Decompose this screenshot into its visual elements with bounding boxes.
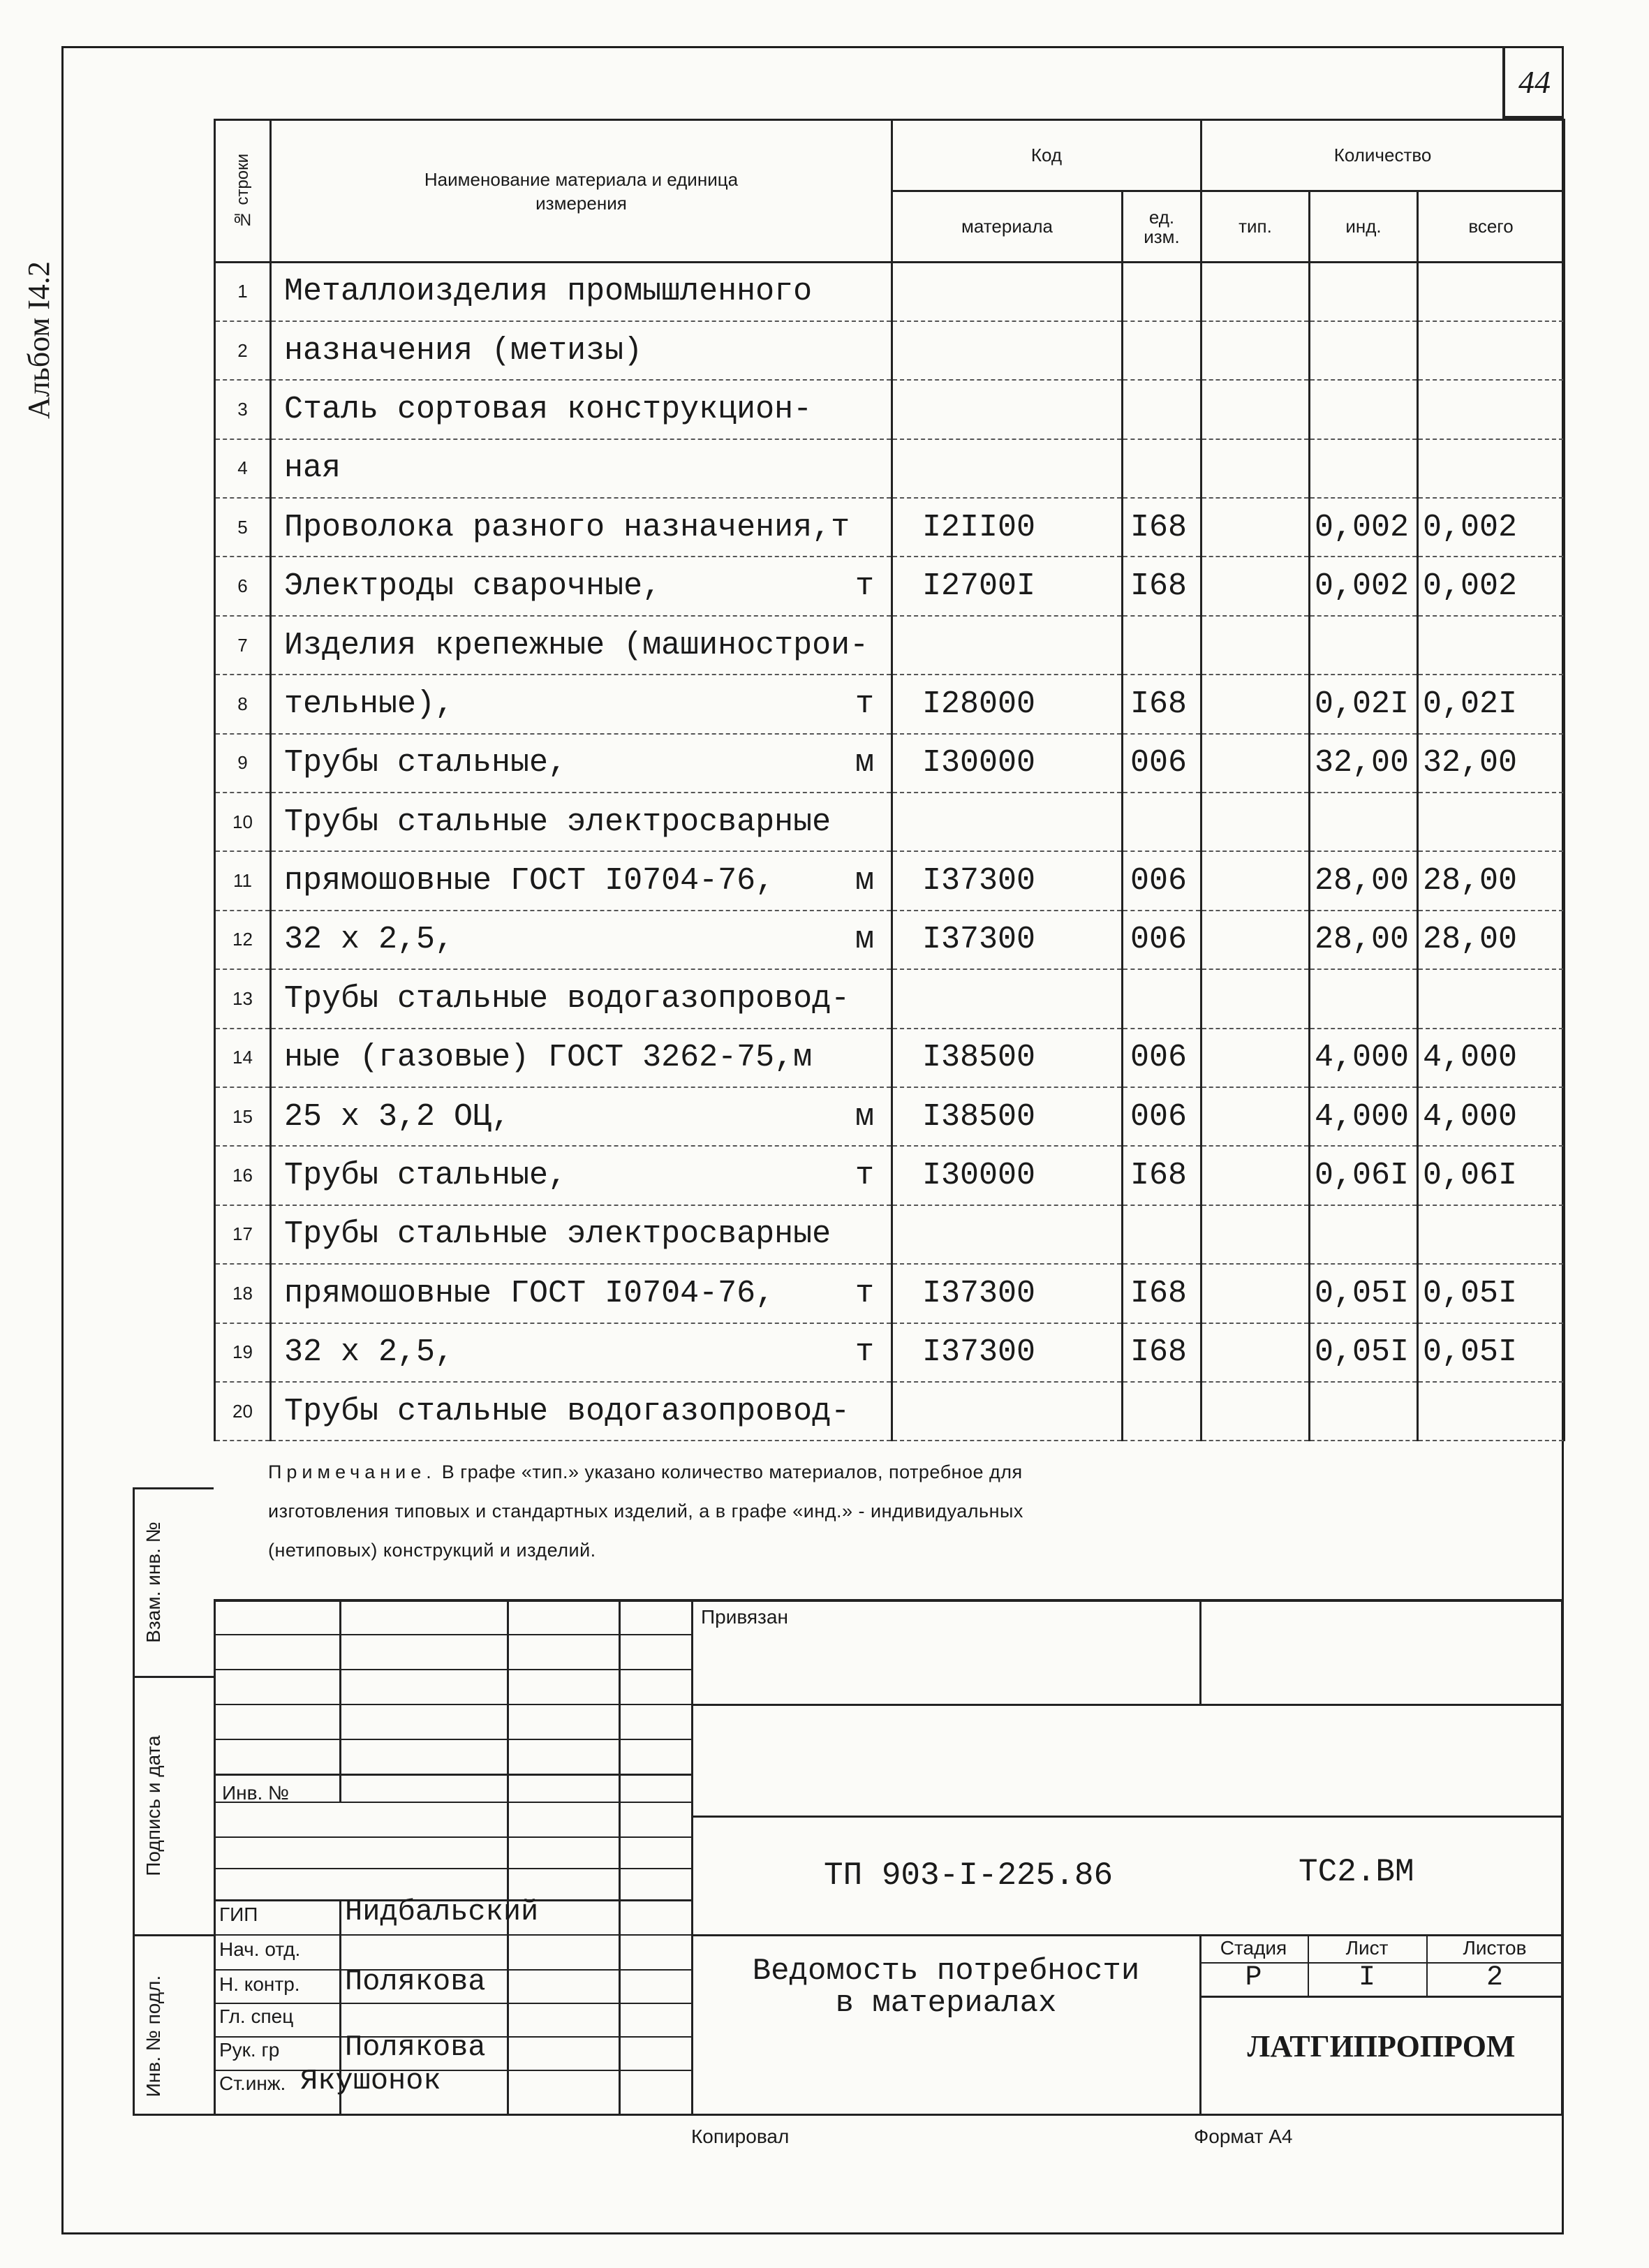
material-code: I37300 <box>892 1323 1123 1382</box>
qty-type <box>1201 557 1310 615</box>
material-name <box>271 851 892 910</box>
stamp-hline-12 <box>214 2003 691 2004</box>
note-line3: (нетиповых) конструкций и изделий. <box>268 1540 596 1561</box>
qty-total: 0,002 <box>1418 557 1565 615</box>
side-label-inv: Инв. № подл. <box>142 1975 164 2098</box>
table-row <box>215 734 1565 793</box>
qty-ind <box>1310 439 1418 498</box>
qty-total: 4,000 <box>1418 1087 1565 1146</box>
unit-code <box>1123 380 1201 439</box>
unit-code: 006 <box>1123 851 1201 910</box>
qty-ind <box>1310 1382 1418 1441</box>
stamp-vline-3 <box>619 1599 621 2116</box>
material-name-text: прямошовные ГОСТ I0704-76, <box>284 863 775 899</box>
material-unit-mark: т <box>855 568 874 605</box>
qty-total: 0,05I <box>1418 1264 1565 1323</box>
stamp-role: Н. контр. <box>219 1973 300 1995</box>
qty-ind: 4,000 <box>1310 1087 1418 1146</box>
material-name <box>271 498 892 557</box>
qty-total <box>1418 1382 1565 1441</box>
qty-ind: 4,000 <box>1310 1029 1418 1087</box>
stamp-vline-1 <box>339 1599 341 1802</box>
row-number: 14 <box>215 1029 271 1087</box>
footer-format: Формат А4 <box>1194 2126 1293 2147</box>
stamp-right-h5 <box>1199 1996 1563 1998</box>
qty-type <box>1201 616 1310 675</box>
header-code-group: Код <box>892 120 1201 191</box>
material-name-text: Металлоизделия промышленного <box>284 274 813 310</box>
material-code <box>892 969 1123 1028</box>
material-name-text: Трубы стальные электросварные <box>284 1216 831 1253</box>
qty-type <box>1201 734 1310 793</box>
qty-type <box>1201 675 1310 733</box>
material-code: I37300 <box>892 911 1123 969</box>
material-code <box>892 616 1123 675</box>
unit-code <box>1123 793 1201 851</box>
unit-code <box>1123 1205 1201 1264</box>
side-label-replace: Взам. инв. № <box>142 1522 164 1643</box>
qty-total: 28,00 <box>1418 851 1565 910</box>
header-quantity-group: Количество <box>1201 120 1565 191</box>
table-row <box>215 1205 1565 1264</box>
row-number: 3 <box>215 380 271 439</box>
material-name <box>271 1087 892 1146</box>
stamp-hline-7 <box>214 1836 691 1838</box>
doc-code: ТС2.ВМ <box>1299 1854 1414 1890</box>
table-row <box>215 1146 1565 1205</box>
material-name <box>271 1146 892 1205</box>
qty-type <box>1201 1323 1310 1382</box>
stage-value: Р <box>1245 1962 1262 1994</box>
qty-total <box>1418 616 1565 675</box>
material-name-text: Изделия крепежные (машинострои- <box>284 627 869 663</box>
material-name-text: Электроды сварочные, <box>284 568 662 605</box>
material-name-text: 32 х 2,5, <box>284 1334 454 1371</box>
page-number: 44 <box>1518 64 1551 100</box>
material-code: I38500 <box>892 1087 1123 1146</box>
unit-code: 006 <box>1123 734 1201 793</box>
qty-total: 0,05I <box>1418 1323 1565 1382</box>
qty-total: 0,002 <box>1418 498 1565 557</box>
material-code <box>892 263 1123 321</box>
material-name <box>271 1382 892 1441</box>
qty-ind: 0,002 <box>1310 498 1418 557</box>
material-name <box>271 439 892 498</box>
qty-ind: 0,05I <box>1310 1264 1418 1323</box>
stamp-right-h2 <box>691 1816 1563 1818</box>
material-code: I2700I <box>892 557 1123 615</box>
unit-code <box>1123 616 1201 675</box>
unit-code <box>1123 969 1201 1028</box>
material-name <box>271 380 892 439</box>
note-block <box>268 1452 1525 1570</box>
stamp-signatory-name: Нидбальский <box>345 1895 539 1929</box>
note-label: Примечание. <box>268 1461 436 1482</box>
sheets-label: Листов <box>1463 1937 1527 1959</box>
stamp-right-v1 <box>1199 1599 1201 1704</box>
material-code <box>892 793 1123 851</box>
row-number: 8 <box>215 675 271 733</box>
qty-total <box>1418 439 1565 498</box>
table-row <box>215 263 1565 321</box>
qty-total: 0,02I <box>1418 675 1565 733</box>
unit-code: I68 <box>1123 1323 1201 1382</box>
row-number: 10 <box>215 793 271 851</box>
material-name-text: назначения (метизы) <box>284 332 643 369</box>
header-qty-total: всего <box>1418 191 1565 263</box>
table-row <box>215 793 1565 851</box>
stamp-hline-1 <box>214 1634 691 1635</box>
table-row <box>215 1264 1565 1323</box>
qty-type <box>1201 1205 1310 1264</box>
qty-type <box>1201 439 1310 498</box>
stamp-signatory-name: Якушонок <box>300 2064 441 2098</box>
material-code <box>892 321 1123 380</box>
material-name-text: тельные), <box>284 686 454 722</box>
material-name <box>271 1029 892 1087</box>
material-name <box>271 616 892 675</box>
header-code-material: материала <box>892 191 1123 263</box>
qty-ind <box>1310 969 1418 1028</box>
material-code <box>892 1205 1123 1264</box>
qty-ind: 0,05I <box>1310 1323 1418 1382</box>
unit-code: I68 <box>1123 557 1201 615</box>
qty-ind <box>1310 616 1418 675</box>
unit-code: 006 <box>1123 911 1201 969</box>
row-number: 9 <box>215 734 271 793</box>
stamp-role: Нач. отд. <box>219 1938 301 1960</box>
stamp-hline-4 <box>214 1739 691 1740</box>
material-name-text: ная <box>284 450 341 487</box>
material-unit-mark: т <box>855 1334 874 1371</box>
table-row <box>215 380 1565 439</box>
page-number-box <box>1502 46 1564 119</box>
material-name <box>271 263 892 321</box>
header-qty-ind: инд. <box>1310 191 1418 263</box>
table-row <box>215 557 1565 615</box>
unit-code <box>1123 439 1201 498</box>
material-name <box>271 969 892 1028</box>
qty-total <box>1418 1205 1565 1264</box>
stamp-hline-8 <box>214 1868 691 1869</box>
stamp-right-h1 <box>691 1704 1563 1706</box>
stamp-vline-2 <box>507 1599 509 2116</box>
qty-type <box>1201 263 1310 321</box>
material-unit-mark: т <box>855 1158 874 1194</box>
material-unit-mark: т <box>855 686 874 722</box>
qty-ind <box>1310 380 1418 439</box>
unit-code <box>1123 263 1201 321</box>
material-name-text: Трубы стальные, <box>284 1158 568 1194</box>
qty-type <box>1201 1029 1310 1087</box>
material-name-text: Сталь сортовая конструкцион- <box>284 391 813 427</box>
material-code: I28000 <box>892 675 1123 733</box>
qty-type <box>1201 498 1310 557</box>
table-row <box>215 616 1565 675</box>
row-number: 5 <box>215 498 271 557</box>
qty-total <box>1418 263 1565 321</box>
side-divider-1 <box>133 1676 214 1678</box>
row-number: 16 <box>215 1146 271 1205</box>
material-code: I38500 <box>892 1029 1123 1087</box>
material-code: I30000 <box>892 734 1123 793</box>
table-row <box>215 1029 1565 1087</box>
row-number: 15 <box>215 1087 271 1146</box>
header-qty-type: тип. <box>1201 191 1310 263</box>
qty-total: 4,000 <box>1418 1029 1565 1087</box>
row-number: 17 <box>215 1205 271 1264</box>
note-line1: В графе «тип.» указано количество материалов, потребное для <box>441 1461 1023 1482</box>
material-name-text: Трубы стальные, <box>284 745 568 781</box>
qty-ind: 28,00 <box>1310 851 1418 910</box>
header-code-unit: ед. изм. <box>1123 191 1201 263</box>
qty-ind <box>1310 793 1418 851</box>
qty-total: 32,00 <box>1418 734 1565 793</box>
unit-code: I68 <box>1123 498 1201 557</box>
inv-no-label: Инв. № <box>222 1782 290 1804</box>
material-code: I37300 <box>892 1264 1123 1323</box>
material-unit-mark: т <box>855 1275 874 1311</box>
sheets-value: 2 <box>1486 1962 1503 1994</box>
material-name-text: 32 х 2,5, <box>284 922 454 958</box>
tied-label: Привязан <box>701 1606 788 1628</box>
material-name-text: Трубы стальные водогазопровод- <box>284 1393 850 1429</box>
stamp-hline-3 <box>214 1704 691 1705</box>
qty-ind: 32,00 <box>1310 734 1418 793</box>
qty-total <box>1418 321 1565 380</box>
table-row <box>215 911 1565 969</box>
album-reference: Альбом I4.2 <box>22 261 56 419</box>
doc-title-line1: Ведомость потребности <box>752 1954 1140 1989</box>
unit-code: 006 <box>1123 1087 1201 1146</box>
qty-type <box>1201 911 1310 969</box>
qty-type <box>1201 321 1310 380</box>
material-name-text: 25 х 3,2 ОЦ, <box>284 1098 511 1135</box>
stamp-signatory-name: Полякова <box>345 2031 486 2064</box>
row-number: 2 <box>215 321 271 380</box>
table-row <box>215 321 1565 380</box>
qty-total: 28,00 <box>1418 911 1565 969</box>
qty-type <box>1201 1264 1310 1323</box>
stamp-hline-5 <box>214 1774 691 1776</box>
material-name-text: Проволока разного назначения,т <box>284 509 850 545</box>
footer-copied: Копировал <box>691 2126 790 2147</box>
material-name <box>271 911 892 969</box>
doc-title <box>698 1955 1194 2019</box>
stamp-role: Гл. спец <box>219 2005 294 2027</box>
material-code: I30000 <box>892 1146 1123 1205</box>
qty-type <box>1201 380 1310 439</box>
stamp-signatory-name: Полякова <box>345 1965 486 1998</box>
row-number: 12 <box>215 911 271 969</box>
header-row-number: № строки <box>215 120 271 263</box>
note-line2: изготовления типовых и стандартных изделий, а в графе «инд.» - индивидуальных <box>268 1501 1023 1522</box>
row-number: 11 <box>215 851 271 910</box>
row-number: 4 <box>215 439 271 498</box>
qty-ind: 0,02I <box>1310 675 1418 733</box>
side-label-sign: Подпись и дата <box>142 1735 164 1876</box>
material-name-text: Трубы стальные водогазопровод- <box>284 980 850 1017</box>
material-name <box>271 675 892 733</box>
qty-ind: 0,002 <box>1310 557 1418 615</box>
table-row <box>215 969 1565 1028</box>
stamp-hline-10 <box>214 1934 691 1936</box>
row-number: 19 <box>215 1323 271 1382</box>
material-name <box>271 1323 892 1382</box>
material-name <box>271 793 892 851</box>
stamp-hline-14 <box>214 2070 691 2071</box>
qty-ind <box>1310 1205 1418 1264</box>
qty-total: 0,06I <box>1418 1146 1565 1205</box>
material-unit-mark: м <box>855 922 874 958</box>
qty-ind <box>1310 321 1418 380</box>
unit-code: I68 <box>1123 1264 1201 1323</box>
material-name-text: ные (газовые) ГОСТ 3262-75,м <box>284 1040 813 1076</box>
table-row <box>215 1087 1565 1146</box>
qty-type <box>1201 793 1310 851</box>
material-code <box>892 380 1123 439</box>
qty-type <box>1201 969 1310 1028</box>
qty-ind: 0,06I <box>1310 1146 1418 1205</box>
row-number: 20 <box>215 1382 271 1441</box>
table-row <box>215 1382 1565 1441</box>
material-code: I2II00 <box>892 498 1123 557</box>
header-material-name: Наименование материала и единица измерения <box>271 120 892 263</box>
qty-type <box>1201 1087 1310 1146</box>
row-number: 7 <box>215 616 271 675</box>
material-unit-mark: м <box>855 745 874 781</box>
stamp-role: Ст.инж. <box>219 2072 286 2094</box>
material-name <box>271 1205 892 1264</box>
qty-total <box>1418 969 1565 1028</box>
qty-total <box>1418 793 1565 851</box>
qty-type <box>1201 1382 1310 1441</box>
stamp-role: Рук. гр <box>219 2039 280 2061</box>
doc-number: ТП 903-I-225.86 <box>824 1857 1114 1894</box>
material-code <box>892 439 1123 498</box>
material-name <box>271 1264 892 1323</box>
qty-ind <box>1310 263 1418 321</box>
table-row <box>215 851 1565 910</box>
stamp-hline-2 <box>214 1669 691 1670</box>
material-name <box>271 321 892 380</box>
qty-ind: 28,00 <box>1310 911 1418 969</box>
stamp-vline-4 <box>691 1599 693 2116</box>
stamp-role: ГИП <box>219 1904 258 1925</box>
unit-code: I68 <box>1123 675 1201 733</box>
table-row <box>215 439 1565 498</box>
qty-total <box>1418 380 1565 439</box>
material-name <box>271 557 892 615</box>
sheet-value: I <box>1358 1962 1375 1994</box>
unit-code: 006 <box>1123 1029 1201 1087</box>
material-name-text: Трубы стальные электросварные <box>284 804 831 840</box>
table-row <box>215 675 1565 733</box>
row-number: 18 <box>215 1264 271 1323</box>
unit-code <box>1123 1382 1201 1441</box>
sheet-label: Лист <box>1345 1937 1389 1959</box>
row-number: 6 <box>215 557 271 615</box>
materials-table <box>214 119 1565 1441</box>
table-row <box>215 498 1565 557</box>
row-number: 1 <box>215 263 271 321</box>
material-code <box>892 1382 1123 1441</box>
organization: ЛАТГИПРОПРОМ <box>1247 2029 1516 2063</box>
material-unit-mark: м <box>855 863 874 899</box>
table-row <box>215 1323 1565 1382</box>
qty-type <box>1201 1146 1310 1205</box>
doc-title-line2: в материалах <box>835 1986 1057 2021</box>
material-name <box>271 734 892 793</box>
material-code: I37300 <box>892 851 1123 910</box>
row-number: 13 <box>215 969 271 1028</box>
material-unit-mark: м <box>855 1098 874 1135</box>
stage-label: Стадия <box>1220 1937 1287 1959</box>
qty-type <box>1201 851 1310 910</box>
stamp-right-h3 <box>691 1934 1563 1936</box>
material-name-text: прямошовные ГОСТ I0704-76, <box>284 1275 775 1311</box>
unit-code <box>1123 321 1201 380</box>
unit-code: I68 <box>1123 1146 1201 1205</box>
side-divider-2 <box>133 1934 214 1936</box>
stamp-right-v2 <box>1199 1934 1201 2116</box>
